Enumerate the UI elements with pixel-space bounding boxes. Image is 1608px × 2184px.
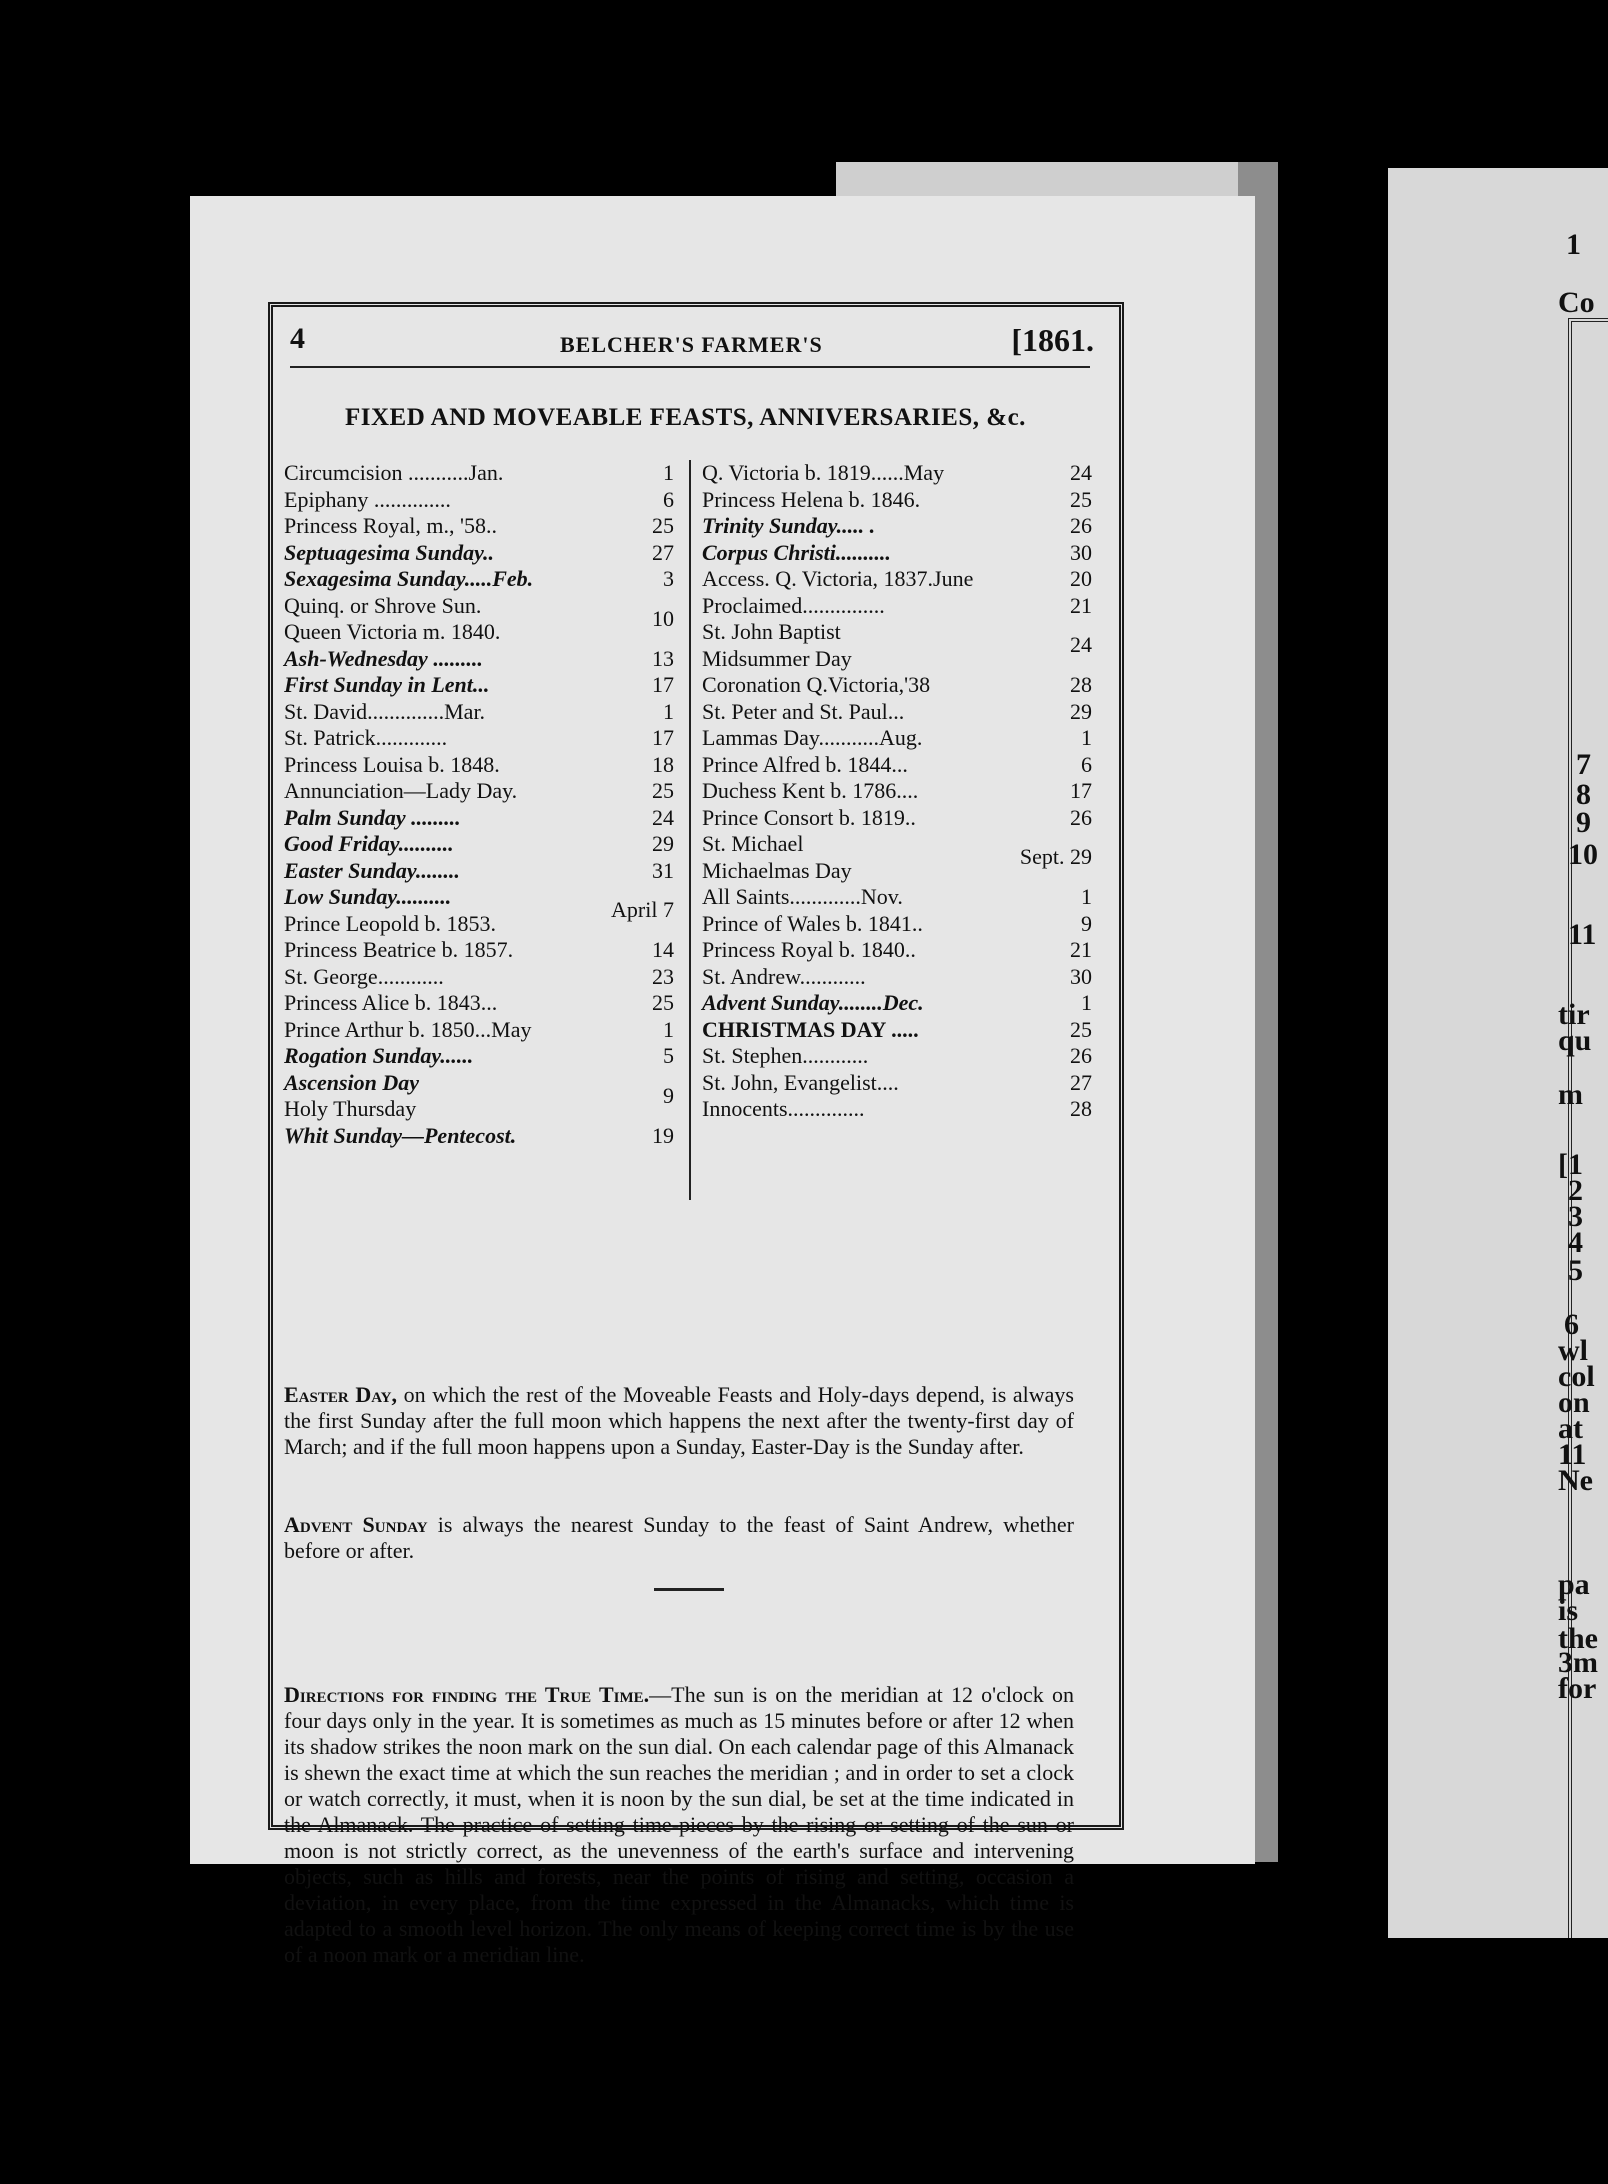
entry-name: Princess Alice b. 1843... xyxy=(284,990,498,1015)
facing-page-fragment: col xyxy=(1558,1360,1595,1393)
entry-name: Good Friday.......... xyxy=(284,831,454,856)
entry-value: 29 xyxy=(1070,698,1092,724)
entry-value: 30 xyxy=(1070,963,1092,989)
entry-value: 30 xyxy=(1070,539,1092,565)
facing-page-fragment: the xyxy=(1558,1622,1598,1655)
facing-page-fragment: tir xyxy=(1558,998,1590,1031)
section-rule xyxy=(654,1588,724,1591)
entry-name-second-line: Midsummer Day xyxy=(702,645,852,671)
entry-value: 10 xyxy=(652,605,674,631)
directions-body: —The sun is on the meridian at 12 o'clock on four days only in the year. It is sometimes as much as 15 minutes before or after 12 when its shadow strikes the noon mark on the sun dial. On each calendar page of this Almanack is shewn the exact time at which the sun reaches the meridian ; and in order to set a clock or watch correctly, it must, when it is noon by the sun dial, be set at the time indicated in the Almanack. The practice of setting time-pieces by the rising or setting of the sun or moon is not strictly correct, as the unevenness of the earth's surface and intervening objects, such as hills and forests, near the points of rising and setting, occasion a deviation, in every place, from the time expressed in the Almanacks, which time is adapted to a smooth level horizon. The only means of keeping correct time is by the use of a noon mark or a meridian line. xyxy=(284,1682,1074,1967)
table-row xyxy=(284,593,674,646)
entry-value: April 7 xyxy=(611,897,674,922)
table-row xyxy=(702,964,1092,991)
entry-value: 26 xyxy=(1070,804,1092,830)
feasts-table xyxy=(284,460,1092,1350)
facing-page-fragment: on xyxy=(1558,1386,1590,1419)
entry-name-second-line: Prince Leopold b. 1853. xyxy=(284,910,497,936)
table-row xyxy=(284,937,674,964)
table-row xyxy=(284,513,674,540)
advent-lead: Advent Sunday xyxy=(284,1512,428,1537)
table-row xyxy=(702,619,1092,672)
entry-value: Sept. 29 xyxy=(1019,844,1092,869)
entry-name: St. Peter and St. Paul... xyxy=(702,698,905,724)
facing-page-fragment: for xyxy=(1558,1672,1597,1705)
table-row xyxy=(284,778,674,805)
easter-paragraph xyxy=(284,1382,1074,1460)
entry-name: Princess Beatrice b. 1857. xyxy=(284,937,514,962)
year: [1861. xyxy=(1011,322,1094,358)
table-row xyxy=(284,699,674,726)
column-divider xyxy=(689,460,691,1200)
facing-page-fragment: 3 xyxy=(1568,1200,1583,1233)
entry-name: Lammas Day...........Aug. xyxy=(702,725,923,750)
table-row xyxy=(702,1043,1092,1070)
entry-value: 28 xyxy=(1070,672,1092,697)
table-row xyxy=(284,752,674,779)
entry-value: 9 xyxy=(1081,910,1092,936)
facing-page-fragment: qu xyxy=(1558,1024,1592,1057)
almanac-page xyxy=(190,196,1255,1967)
entry-value: 27 xyxy=(652,539,674,565)
entry-name: St. Stephen............ xyxy=(702,1043,869,1068)
entry-name: St. Patrick............. xyxy=(284,725,448,750)
table-row xyxy=(702,990,1092,1017)
facing-page-fragment: 4 xyxy=(1568,1226,1583,1259)
page-number: 4 xyxy=(290,322,305,355)
table-row xyxy=(702,937,1092,964)
facing-page-fragment: pa xyxy=(1558,1568,1590,1601)
advent-body: is always the nearest Sunday to the feast of Saint Andrew, whether before or after. xyxy=(284,1512,1074,1563)
easter-body: on which the rest of the Moveable Feasts and Holy-days depend, is always the first Sunday after the full moon which happens the next after the twenty-first day of March; and if the full moon happens upon a Sunday, Easter-Day is the Sunday after. xyxy=(284,1382,1074,1459)
table-row xyxy=(284,964,674,991)
table-row xyxy=(284,540,674,567)
entry-name: Rogation Sunday...... xyxy=(284,1043,474,1068)
entry-value: 5 xyxy=(663,1043,674,1068)
table-row xyxy=(284,672,674,699)
entry-value: 24 xyxy=(1070,632,1092,657)
facing-page-fragment: 1 xyxy=(1566,228,1581,261)
entry-value: 1 xyxy=(663,1016,674,1042)
table-row xyxy=(284,858,674,885)
entry-name: Annunciation—Lady Day. xyxy=(284,778,518,803)
entry-name: St. George............ xyxy=(284,963,444,989)
entry-value: 6 xyxy=(1081,751,1092,777)
table-row xyxy=(702,884,1092,911)
facing-page-fragment: [1 xyxy=(1558,1148,1583,1181)
entry-name: St. Andrew............ xyxy=(702,963,866,989)
table-row xyxy=(284,990,674,1017)
entry-name: Whit Sunday—Pentecost. xyxy=(284,1122,517,1148)
table-row xyxy=(702,460,1092,487)
entry-value: 1 xyxy=(1081,725,1092,750)
entry-name: St. David..............Mar. xyxy=(284,698,486,724)
table-row xyxy=(702,725,1092,752)
entry-name: Low Sunday.......... xyxy=(284,884,452,909)
entry-name: Princess Royal b. 1840.. xyxy=(702,937,916,962)
table-row xyxy=(284,1017,674,1044)
entry-name: Ascension Day xyxy=(284,1069,420,1095)
table-row xyxy=(284,1070,674,1123)
entry-name: Princess Royal, m., '58.. xyxy=(284,513,497,538)
entry-value: 3 xyxy=(663,566,674,591)
entry-name: St. Michael xyxy=(702,831,804,856)
table-row xyxy=(702,566,1092,593)
entry-name: Coronation Q.Victoria,'38 xyxy=(702,672,931,697)
entry-value: 21 xyxy=(1070,937,1092,962)
facing-page-fragment: 9 xyxy=(1576,806,1591,839)
entry-name: Easter Sunday........ xyxy=(284,857,460,883)
entry-name: Trinity Sunday..... . xyxy=(702,513,876,538)
facing-page-fragment: Ne xyxy=(1558,1464,1593,1497)
entry-name: Epiphany .............. xyxy=(284,486,451,512)
table-row xyxy=(702,540,1092,567)
entry-name: Ash-Wednesday ......... xyxy=(284,645,483,671)
entry-name-second-line: Michaelmas Day xyxy=(702,857,852,883)
table-row xyxy=(702,911,1092,938)
entry-name: Prince of Wales b. 1841.. xyxy=(702,910,923,936)
facing-page-fragment: Co xyxy=(1558,286,1595,319)
table-row xyxy=(284,1123,674,1150)
entry-name: Innocents.............. xyxy=(702,1096,865,1121)
table-row xyxy=(284,566,674,593)
running-head xyxy=(290,322,1094,368)
easter-lead: Easter Day, xyxy=(284,1382,397,1407)
entry-value: 19 xyxy=(652,1122,674,1148)
entry-name: Circumcision ...........Jan. xyxy=(284,460,504,485)
entry-name: Quinq. or Shrove Sun. xyxy=(284,592,482,618)
facing-page-fragment: 10 xyxy=(1568,838,1598,871)
table-row xyxy=(284,487,674,514)
entry-name: First Sunday in Lent... xyxy=(284,672,490,697)
table-row xyxy=(702,1070,1092,1097)
entry-value: 25 xyxy=(1070,1016,1092,1042)
entry-value: 26 xyxy=(1070,513,1092,538)
entry-name: Q. Victoria b. 1819......May xyxy=(702,460,945,485)
entry-value: 24 xyxy=(1070,460,1092,485)
entry-value: 31 xyxy=(652,857,674,883)
entry-name: Corpus Christi.......... xyxy=(702,539,891,565)
facing-page-fragment: 11 xyxy=(1568,918,1597,951)
entry-value: 6 xyxy=(663,486,674,512)
table-row xyxy=(702,672,1092,699)
entry-value: 1 xyxy=(663,460,674,485)
table-row xyxy=(702,699,1092,726)
entry-name: All Saints.............Nov. xyxy=(702,884,903,909)
table-row xyxy=(284,831,674,858)
entry-value: 28 xyxy=(1070,1096,1092,1121)
facing-page-fragment: 6 xyxy=(1564,1308,1579,1341)
entry-name-second-line: Holy Thursday xyxy=(284,1096,417,1121)
section-title: FIXED AND MOVEABLE FEASTS, ANNIVERSARIES, &c. xyxy=(345,404,1026,431)
entry-name: Palm Sunday ......... xyxy=(284,804,461,830)
table-row xyxy=(702,778,1092,805)
entry-value: 20 xyxy=(1070,566,1092,591)
facing-page-fragment: is xyxy=(1558,1594,1579,1627)
facing-page-fragment: wl xyxy=(1558,1334,1588,1367)
right-column xyxy=(702,460,1092,1123)
entry-value: 26 xyxy=(1070,1043,1092,1068)
entry-value: 24 xyxy=(652,804,674,830)
left-column xyxy=(284,460,674,1149)
entry-name: Sexagesima Sunday.....Feb. xyxy=(284,566,534,591)
entry-value: 14 xyxy=(652,937,674,962)
table-row xyxy=(702,1096,1092,1123)
entry-value: 1 xyxy=(1081,990,1092,1015)
entry-name: Prince Consort b. 1819.. xyxy=(702,804,916,830)
entry-name: Access. Q. Victoria, 1837.June xyxy=(702,566,974,591)
table-row xyxy=(702,831,1092,884)
entry-name: Proclaimed............... xyxy=(702,592,885,618)
table-row xyxy=(702,593,1092,620)
entry-name: Advent Sunday........Dec. xyxy=(702,990,924,1015)
directions-paragraph xyxy=(284,1682,1074,1968)
entry-value: 17 xyxy=(1070,778,1092,803)
entry-value: 9 xyxy=(663,1082,674,1108)
entry-name: Prince Arthur b. 1850...May xyxy=(284,1016,532,1042)
entry-value: 27 xyxy=(1070,1069,1092,1095)
entry-value: 17 xyxy=(652,725,674,750)
entry-value: 25 xyxy=(652,990,674,1015)
facing-page-fragment: 2 xyxy=(1568,1174,1583,1207)
table-row xyxy=(284,460,674,487)
entry-value: 1 xyxy=(1081,884,1092,909)
facing-page-fragment: at xyxy=(1558,1412,1583,1445)
table-row xyxy=(284,646,674,673)
entry-name: St. John Baptist xyxy=(702,619,841,644)
entry-value: 13 xyxy=(652,645,674,671)
entry-name-second-line: Queen Victoria m. 1840. xyxy=(284,619,501,644)
entry-value: 29 xyxy=(652,831,674,856)
entry-name: CHRISTMAS DAY ..... xyxy=(702,1016,919,1042)
entry-value: 25 xyxy=(1070,486,1092,512)
table-row xyxy=(702,752,1092,779)
table-row xyxy=(284,884,674,937)
entry-value: 17 xyxy=(652,672,674,697)
entry-value: 23 xyxy=(652,963,674,989)
table-row xyxy=(284,1043,674,1070)
facing-page-fragment: 8 xyxy=(1576,778,1591,811)
table-row xyxy=(702,487,1092,514)
table-row xyxy=(284,805,674,832)
entry-name: Prince Alfred b. 1844... xyxy=(702,751,908,777)
facing-page-fragment: 5 xyxy=(1568,1254,1583,1287)
entry-name: Princess Louisa b. 1848. xyxy=(284,751,500,777)
entry-value: 25 xyxy=(652,513,674,538)
entry-name: Princess Helena b. 1846. xyxy=(702,486,921,512)
directions-lead: Directions for finding the True Time. xyxy=(284,1682,650,1707)
entry-value: 1 xyxy=(663,698,674,724)
table-row xyxy=(702,805,1092,832)
facing-page-fragment: 3m xyxy=(1558,1646,1598,1679)
table-row xyxy=(284,725,674,752)
facing-page-fragment: 7 xyxy=(1576,748,1591,781)
advent-paragraph xyxy=(284,1512,1074,1564)
table-row xyxy=(702,513,1092,540)
facing-page xyxy=(1388,168,1608,1938)
running-title: BELCHER'S FARMER'S xyxy=(560,332,823,357)
entry-name: St. John, Evangelist.... xyxy=(702,1069,899,1095)
entry-name: Septuagesima Sunday.. xyxy=(284,539,495,565)
entry-name: Duchess Kent b. 1786.... xyxy=(702,778,919,803)
entry-value: 25 xyxy=(652,778,674,803)
entry-value: 21 xyxy=(1070,592,1092,618)
entry-value: 18 xyxy=(652,751,674,777)
facing-page-fragment: 11 xyxy=(1558,1438,1587,1471)
table-row xyxy=(702,1017,1092,1044)
facing-page-fragment: m xyxy=(1558,1078,1583,1111)
